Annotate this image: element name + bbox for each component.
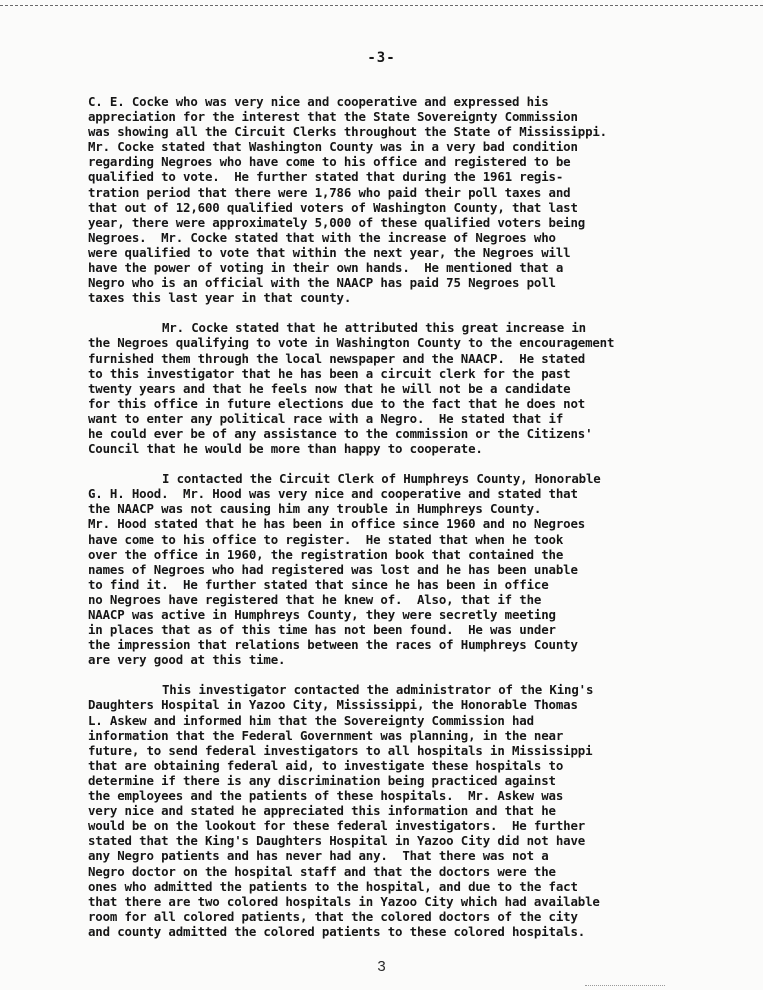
text-line: that are obtaining federal aid, to investigate these hospitals to: [88, 757, 564, 773]
page-top-edge: [0, 0, 763, 6]
text-line: taxes this last year in that county.: [88, 290, 352, 306]
text-line: in places that as of this time has not been found. He was under: [88, 622, 556, 638]
paragraph-3: [88, 471, 748, 667]
page-footer-number: 3: [377, 958, 386, 975]
text-line: would be on the lookout for these federal investigators. He further: [88, 818, 586, 834]
text-line: tration period that there were 1,786 who paid their poll taxes and: [88, 184, 571, 200]
text-line: L. Askew and informed him that the Sovereignty Commission had: [88, 712, 534, 728]
scan-artifact: [585, 985, 665, 988]
text-line: Negroes. Mr. Cocke stated that with the increase of Negroes who: [88, 229, 556, 245]
text-line: and county admitted the colored patients to these colored hospitals.: [88, 923, 586, 939]
text-line: have the power of voting in their own hands. He mentioned that a: [88, 260, 564, 276]
text-line: twenty years and that he feels now that he will not be a candidate: [88, 380, 571, 396]
text-line: Daughters Hospital in Yazoo City, Mississippi, the Honorable Thomas: [88, 697, 578, 713]
text-line: information that the Federal Government was planning, in the near: [88, 727, 564, 743]
text-line: to this investigator that he has been a circuit clerk for the past: [88, 365, 571, 381]
text-line: qualified to vote. He further stated that during the 1961 regis-: [88, 169, 564, 185]
text-line: want to enter any political race with a Negro. He stated that if: [88, 410, 564, 426]
text-line: Council that he would be more than happy to cooperate.: [88, 441, 483, 457]
paragraph-4: [88, 682, 748, 939]
text-line: the employees and the patients of these hospitals. Mr. Askew was: [88, 788, 564, 804]
text-line: regarding Negroes who have come to his office and registered to be: [88, 154, 571, 170]
text-line: to find it. He further stated that since he has been in office: [88, 576, 549, 592]
text-line: appreciation for the interest that the State Sovereignty Commission: [88, 109, 578, 125]
text-line: Mr. Hood stated that he has been in office since 1960 and no Negroes: [88, 516, 586, 532]
text-line: he could ever be of any assistance to the commission or the Citizens': [88, 425, 593, 441]
text-line: stated that the King's Daughters Hospital in Yazoo City did not have: [88, 833, 586, 849]
text-line: the NAACP was not causing him any trouble in Humphreys County.: [88, 501, 542, 517]
text-line: names of Negroes who had registered was lost and he has been unable: [88, 561, 578, 577]
text-line: G. H. Hood. Mr. Hood was very nice and cooperative and stated that: [88, 486, 578, 502]
text-line: furnished them through the local newspaper and the NAACP. He stated: [88, 350, 586, 366]
text-line: C. E. Cocke who was very nice and cooperative and expressed his: [88, 94, 549, 109]
text-line: no Negroes have registered that he knew of. Also, that if the: [88, 591, 542, 607]
text-line: very nice and stated he appreciated this information and that he: [88, 803, 556, 819]
text-line: are very good at this time.: [88, 652, 286, 668]
text-line: year, there were approximately 5,000 of these qualified voters being: [88, 214, 586, 230]
paragraph-1: [88, 94, 748, 305]
text-line: was showing all the Circuit Clerks throughout the State of Mississippi.: [88, 124, 607, 140]
text-line: Negro doctor on the hospital staff and that the doctors were the: [88, 863, 556, 879]
text-line: were qualified to vote that within the next year, the Negroes will: [88, 244, 571, 260]
text-line: Negro who is an official with the NAACP has paid 75 Negroes poll: [88, 275, 556, 291]
paragraph-2: [88, 320, 748, 456]
text-line: future, to send federal investigators to all hospitals in Mississippi: [88, 742, 593, 758]
text-line: NAACP was active in Humphreys County, they were secretly meeting: [88, 607, 556, 622]
text-line: have come to his office to register. He stated that when he took: [88, 531, 564, 547]
text-line: over the office in 1960, the registration book that contained the: [88, 546, 564, 562]
text-line: room for all colored patients, that the colored doctors of the city: [88, 908, 578, 924]
text-line: that out of 12,600 qualified voters of Washington County, that last: [88, 199, 578, 215]
text-line: the impression that relations between the races of Humphreys County: [88, 637, 578, 653]
text-line: that there are two colored hospitals in Yazoo City which had available: [88, 893, 600, 909]
document-body: [88, 94, 748, 954]
page-header-number: -3-: [367, 50, 396, 66]
text-line: for this office in future elections due to the fact that he does not: [88, 395, 586, 411]
text-line: I contacted the Circuit Clerk of Humphreys County, Honorable: [162, 471, 601, 487]
text-line: Mr. Cocke stated that he attributed this great increase in: [162, 320, 586, 336]
text-line: ones who admitted the patients to the hospital, and due to the fact: [88, 878, 578, 894]
text-line: any Negro patients and has never had any. That there was not a: [88, 848, 549, 864]
text-line: Mr. Cocke stated that Washington County was in a very bad condition: [88, 139, 578, 155]
text-line: This investigator contacted the administrator of the King's: [162, 682, 594, 698]
text-line: determine if there is any discrimination being practiced against: [88, 772, 556, 788]
text-line: the Negroes qualifying to vote in Washington County to the encouragement: [88, 335, 615, 351]
